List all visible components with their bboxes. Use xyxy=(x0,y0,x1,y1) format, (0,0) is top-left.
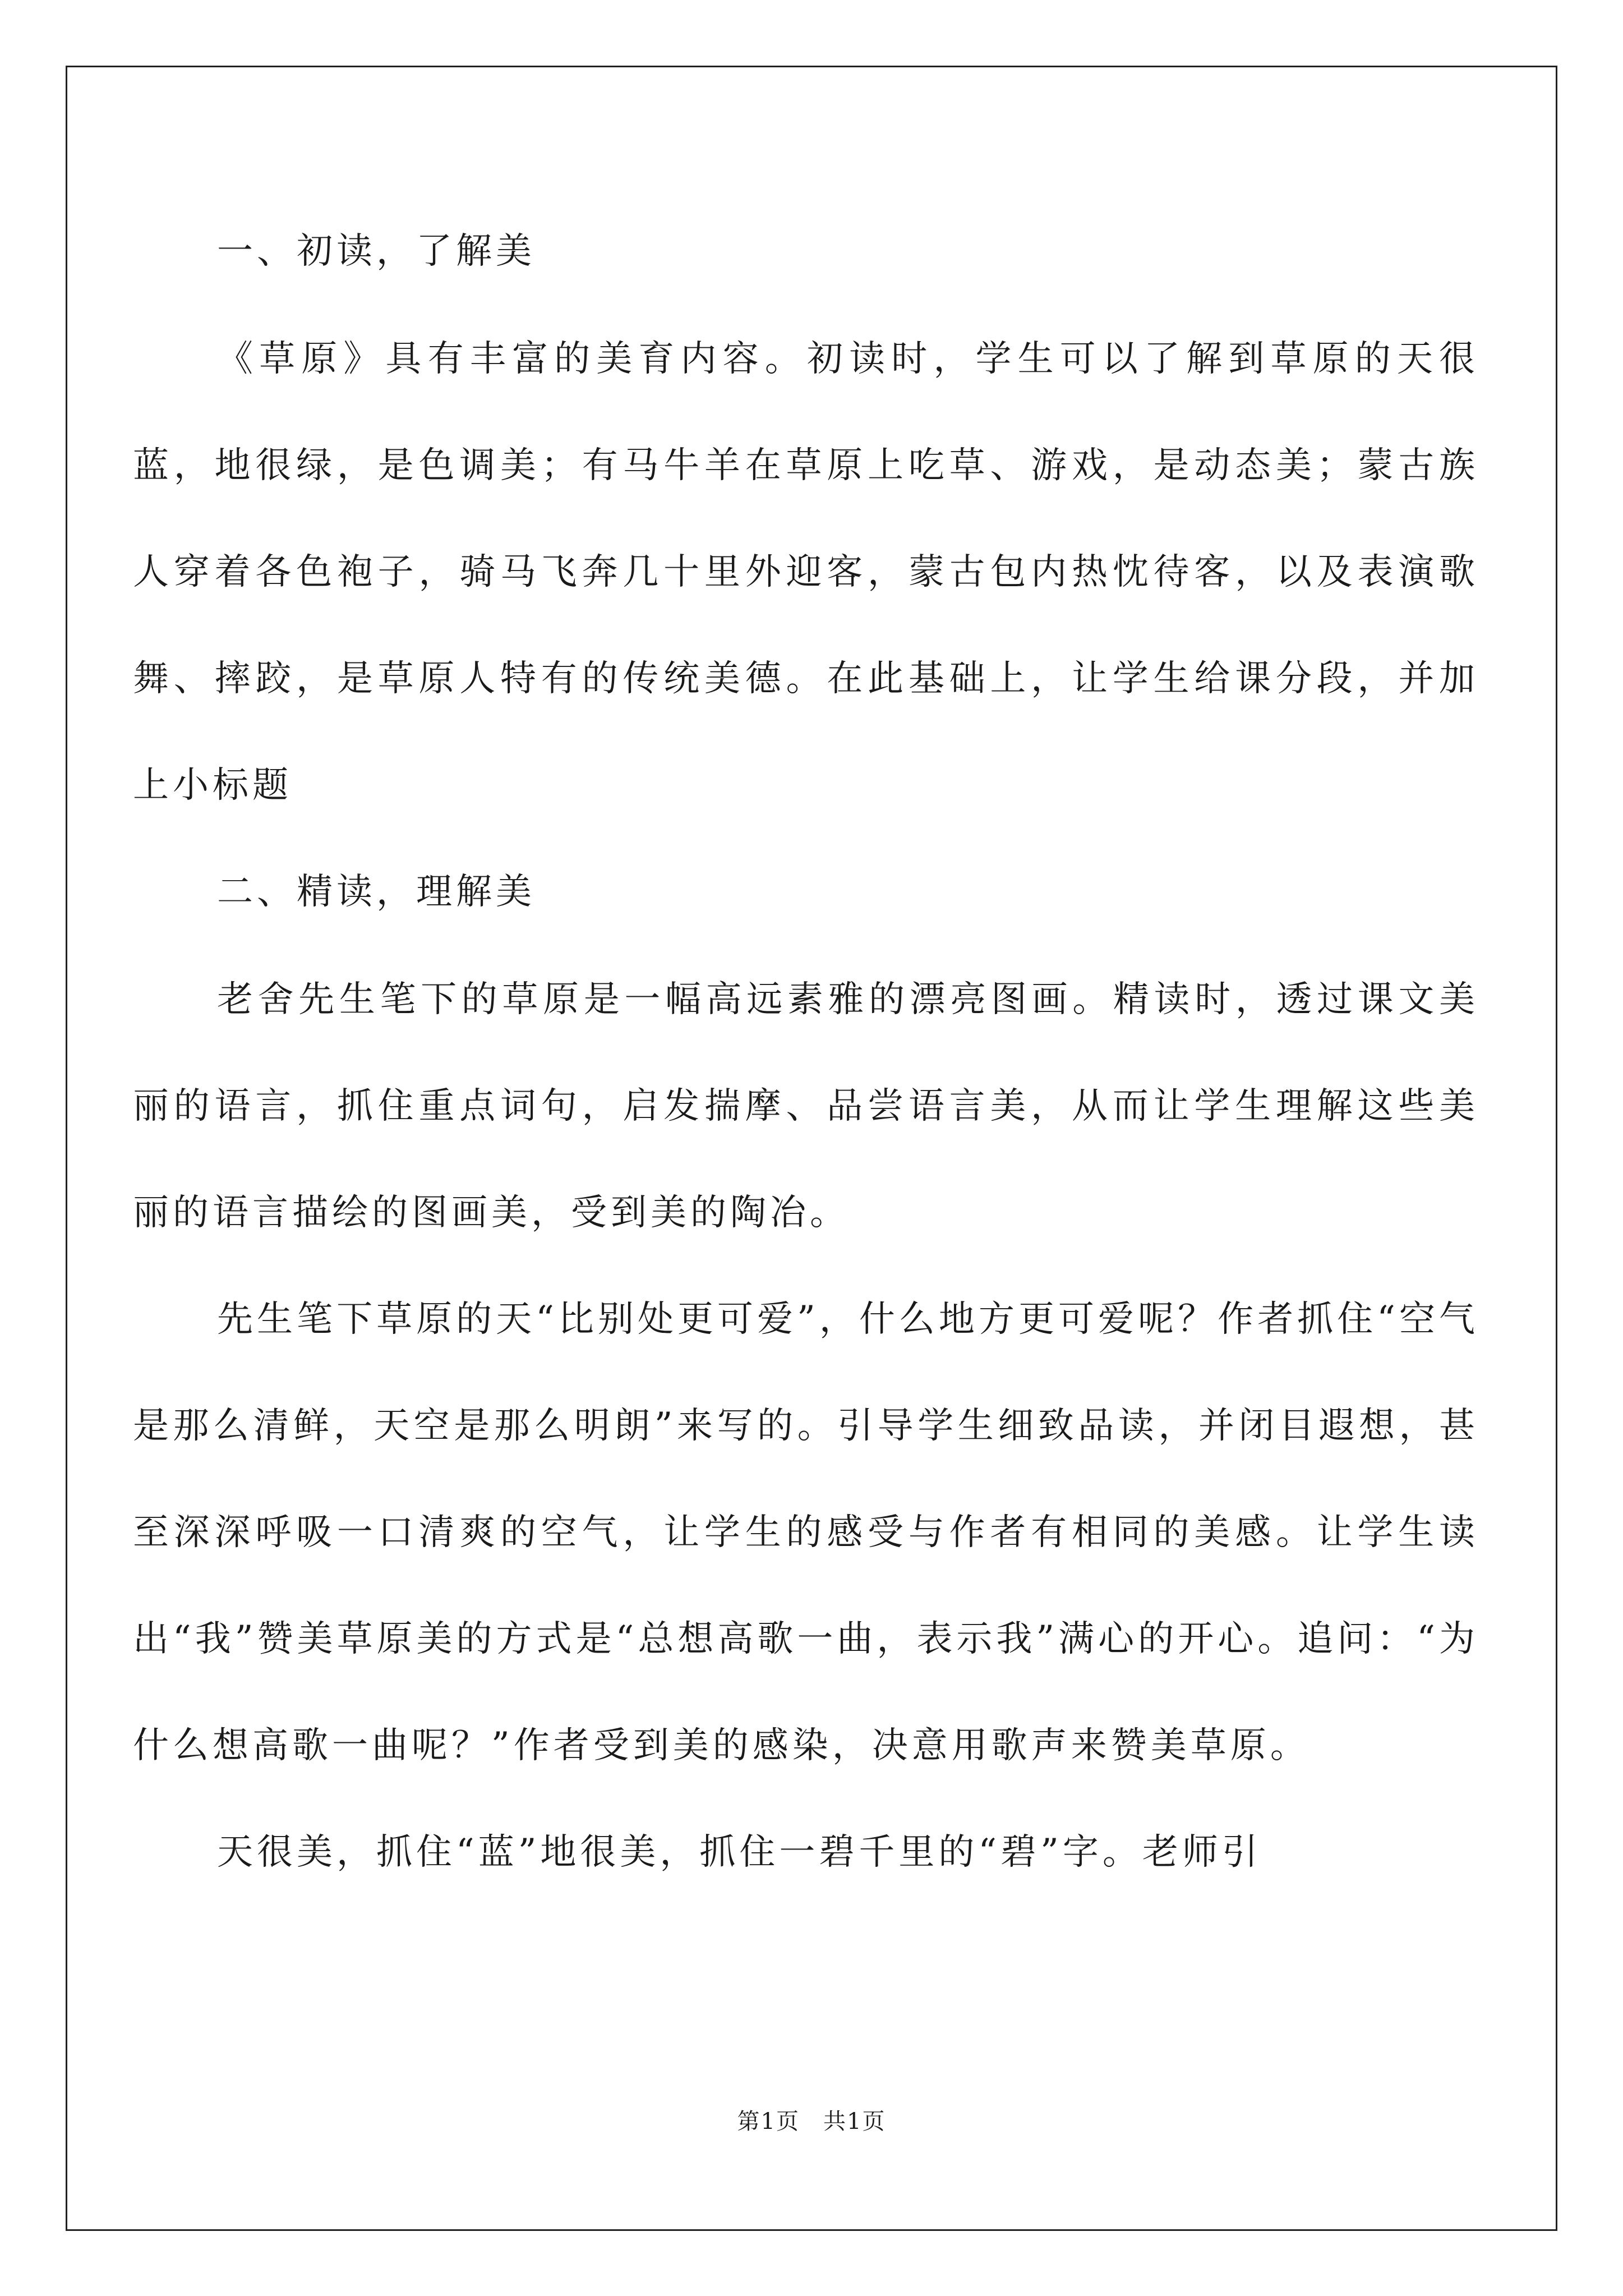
section-2-body xyxy=(133,946,1479,1906)
paragraph-4: 天很美，抓住“蓝”地很美，抓住一碧千里的“碧”字。老师引 xyxy=(217,1832,1262,1873)
section-1-body xyxy=(133,306,1479,839)
paragraph-2: 老舍先生笔下的草原是一幅高远素雅的漂亮图画。精读时，透过课文美丽的语言，抓住重点词句，启发揣摩、品尝语言美，从而让学生理解这些美丽的语言描绘的图画美，受到美的陶冶。 xyxy=(133,979,1479,1234)
section-heading-2: 二、精读，理解美 xyxy=(217,871,536,913)
page-number-footer: 第1页 共1页 xyxy=(737,2109,886,2134)
paragraph-3: 先生笔下草原的天“比别处更可爱”，什么地方更可爱呢？作者抓住“空气是那么清鲜，天空是那么明朗”来写的。引导学生细致品读，并闭目遐想，甚至深深呼吸一口清爽的空气，让学生的感受与作者有相同的美感。让学生读出“我”赞美草原美的方式是“总想高歌一曲，表示我”满心的开心。追问：“为什么想高歌一曲呢？”作者受到美的感染，决意用歌声来赞美草原。 xyxy=(133,1299,1479,1766)
section-heading-1: 一、初读，了解美 xyxy=(217,231,536,272)
paragraph-1: 《草原》具有丰富的美育内容。初读时，学生可以了解到草原的天很蓝，地很绿，是色调美；有马牛羊在草原上吃草、游戏，是动态美；蒙古族人穿着各色袍子，骑马飞奔几十里外迎客，蒙古包内热忱待客，以及表演歌舞、摔跤，是草原人特有的传统美德。在此基础上，让学生给课分段，并加上小标题 xyxy=(133,338,1479,806)
